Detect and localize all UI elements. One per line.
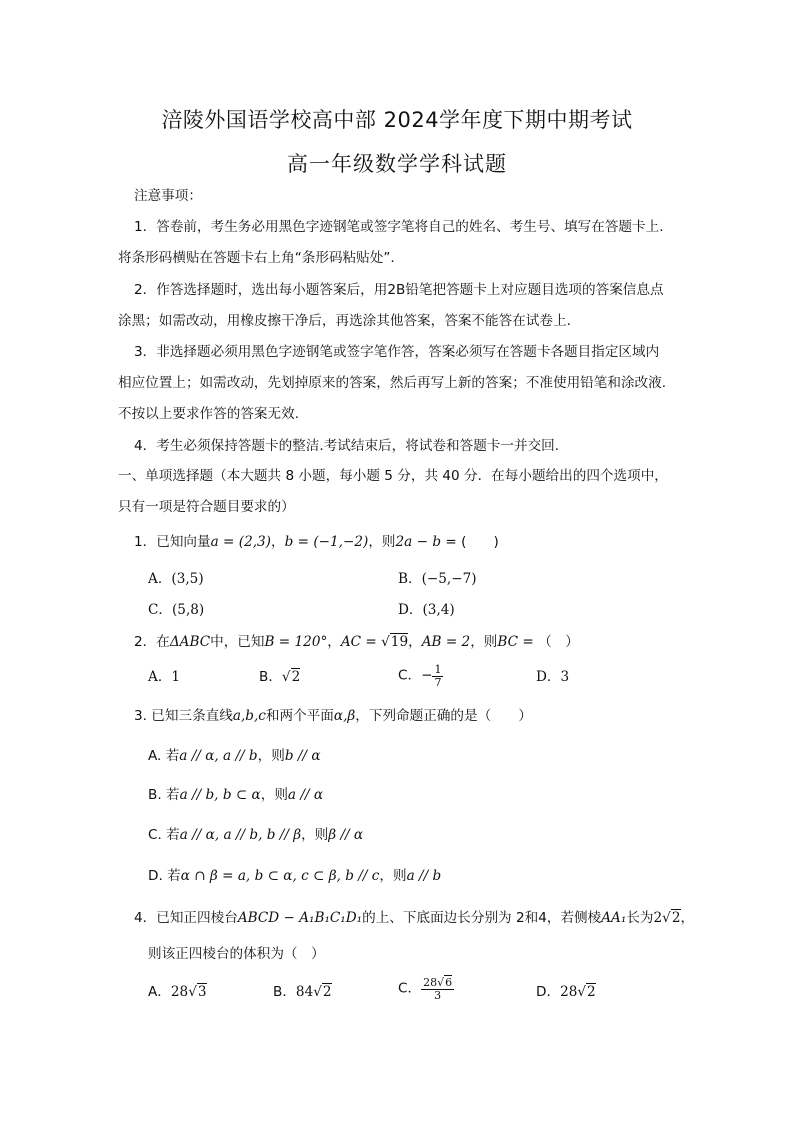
notice-line-4: 4．考生必须保持答题卡的整洁.考试结束后，将试卷和答题卡一并交回. [134,438,560,454]
fraction: $\frac{1}{7}$ [434,663,442,689]
question-2-option-b: B．√2 [259,669,301,685]
question-3-option-c: C. 若a // α, a // b, b // β，则β // α [148,827,364,843]
notice-line-2a: 2．作答选择题时，选出每小题答案后，用2B铅笔把答题卡上对应题目选项的答案信息点 [134,282,664,298]
section-1-heading: 一、单项选择题（本大题共 8 小题，每小题 5 分，共 40 分．在每小题给出的四个选项中， [118,468,668,484]
vector-a: a = (2,3) [210,534,271,550]
notice-line-1a: 1．答卷前，考生务必用黑色字迹钢笔或签字笔将自己的姓名、考生号、填写在答题卡上. [134,219,664,235]
notice-line-3b: 相应位置上；如需改动，先划掉原来的答案，然后再写上新的答案；不准使用铅笔和涂改液. [118,375,667,391]
notice-line-1b: 将条形码横贴在答题卡右上角“条形码粘贴处”. [118,250,395,266]
question-1-option-d: D．(3,4) [398,602,455,618]
notice-heading: 注意事项： [134,188,202,204]
question-1-option-b: B．(−5,−7) [398,571,477,587]
question-2-option-a: A．1 [148,669,181,685]
section-1-heading-cont: 只有一项是符合题目要求的） [118,499,295,515]
question-3-option-d: D. 若α ∩ β = a, b ⊂ α, c ⊂ β, b // c，则a // b [148,868,442,884]
exam-subtitle: 高一年级数学学科试题 [287,152,507,176]
notice-line-2b: 涂黑；如需改动，用橡皮擦干净后，再选涂其他答案，答案不能答在试卷上. [118,313,571,329]
question-4-option-a: A．28√3 [148,984,207,1000]
question-2-option-c: C．− $\frac{1}{7}$ [398,663,442,689]
question-3-stem: 3. 已知三条直线a,b,c和两个平面α,β，下列命题正确的是（ ） [134,708,532,724]
question-2-stem: 2．在ΔABC中，已知B = 120°，AC = √19，AB = 2，则BC = （ ） [134,634,579,650]
exam-title: 涪陵外国语学校高中部 2024学年度下期中期考试 [161,108,633,132]
vector-b: b = (−1,−2) [284,534,369,550]
question-1-option-a: A．(3,5) [148,571,204,587]
question-1-stem: 1．已知向量a = (2,3)，b = (−1,−2)，则2a − b = ( ) [134,534,499,550]
vector-expression: 2a − b [395,534,442,550]
question-4-stem: 4．已知正四棱台ABCD − A₁B₁C₁D₁的上、下底面边长分别为 2和4，若侧棱AA₁长为2√2， [134,910,695,926]
notice-line-3a: 3．非选择题必须用黑色字迹钢笔或签字笔作答，答案必须写在答题卡各题目指定区域内 [134,344,660,360]
notice-line-3c: 不按以上要求作答的答案无效. [118,406,300,422]
question-1-option-c: C．(5,8) [148,602,205,618]
question-3-option-b: B. 若a // b, b ⊂ α，则a // α [148,787,324,803]
fraction: $\frac{28√6}{3}$ [423,976,453,1002]
question-4-option-d: D．28√2 [536,984,596,1000]
question-2-option-d: D．3 [536,669,570,685]
question-4-option-c: C． $\frac{28√6}{3}$ [398,976,453,1002]
sqrt-symbol: √19 [381,634,409,650]
question-4-option-b: B．84√2 [273,984,332,1000]
question-3-option-a: A. 若a // α, a // b，则b // α [148,748,321,764]
question-4-stem-cont: 则该正四棱台的体积为（ ） [148,946,325,962]
